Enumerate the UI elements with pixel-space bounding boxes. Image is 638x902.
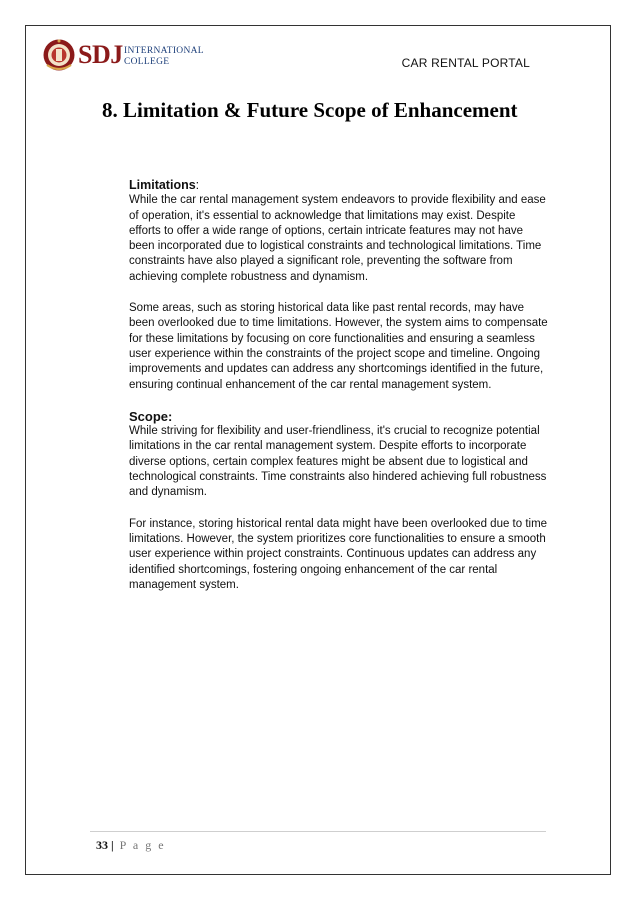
- footer-divider: [90, 831, 546, 832]
- limitations-heading-colon: :: [195, 178, 200, 192]
- logo-subtitle: [124, 46, 204, 68]
- footer-separator: |: [111, 838, 114, 852]
- limitations-paragraph-1: While the car rental management system endeavors to provide flexibility and ease of operation, it's essential to acknowledge that limitations may exist. Despite efforts to offer a wide range of options, certain intricate features may not have been incorporated due to logistical constraints and technological limitations. Time constraints have also played a significant role, preventing the software from achieving complete robustness and dynamism.: [129, 194, 546, 283]
- limitations-heading-text: Limitations: [129, 178, 196, 192]
- scope-heading: [129, 409, 549, 424]
- page-number: 33: [96, 838, 108, 852]
- logo-brand-text: SDJ: [78, 40, 123, 69]
- header-title: CAR RENTAL PORTAL: [401, 56, 530, 70]
- main-content: [129, 178, 549, 609]
- limitations-paragraph-2: Some areas, such as storing historical data like past rental records, may have been overlooked due to time limitations. However, the system aims to compensate for these limitations by focusing on core functionalities and ensuring a seamless user experience within the constraints of the project scope and timeline. Ongoing improvements and updates can address any shortcomings identified in the future, ensuring continual enhancement of the car rental management system.: [129, 302, 548, 391]
- scope-paragraph-2: For instance, storing historical rental data might have been overlooked due to time limitations. However, the system prioritizes core functionalities to ensure a smooth user experience within project constraints. Continuous updates can address any identified shortcomings, fostering ongoing enhancement of the car rental management system.: [129, 517, 548, 591]
- chapter-title: 8. Limitation & Future Scope of Enhancement: [102, 98, 518, 122]
- scope-paragraph-1: While striving for flexibility and user-friendliness, it's crucial to recognize potential limitations in the car rental management system. Despite efforts to incorporate diverse options, certain complex features might be absent due to logistical and technological constraints. Time constraints also hindered achieving full robustness and dynamism.: [129, 425, 547, 499]
- college-seal-icon: [42, 38, 76, 72]
- page-footer: [96, 838, 166, 853]
- scope-heading-text: Scope:: [129, 408, 173, 424]
- page-label: P a g e: [119, 838, 166, 852]
- limitations-heading: [129, 178, 549, 193]
- college-logo: [42, 38, 204, 78]
- logo-subtitle-line-1: INTERNATIONAL: [124, 46, 204, 56]
- logo-subtitle-line-2: COLLEGE: [124, 57, 170, 67]
